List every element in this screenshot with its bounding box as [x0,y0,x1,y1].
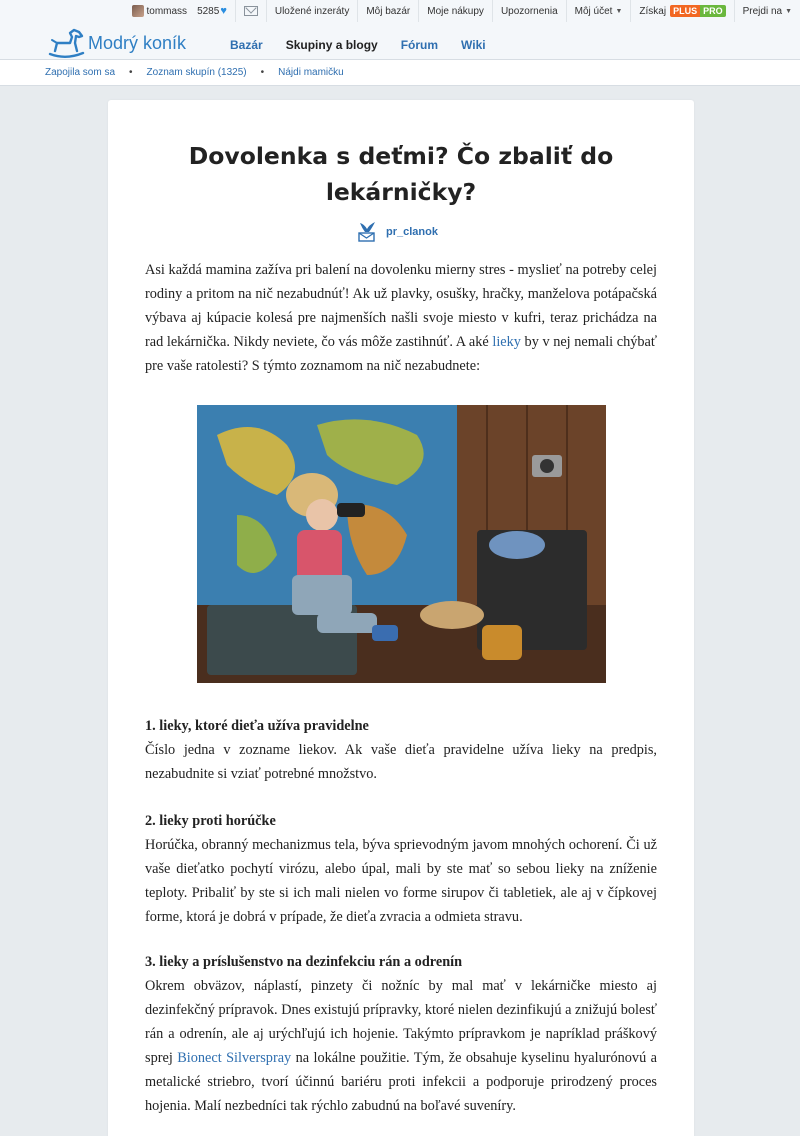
article-title [108,138,694,210]
sub-nav [0,60,800,86]
article-author[interactable] [356,220,438,244]
bionect-silverspray-link[interactable]: Bionect Silverspray [177,1050,292,1066]
article-photo [197,405,606,683]
section-3-text-start: Okrem obväzov, náplastí, pinzety či nožníc by mal mať v lekárničke miesto aj dezinfekčný prípravok. Dnes existujú prípravky, ktoré nielen dezinfikujú a znižujú bolesť rán a odrenín, ale aj urýchľujú ich hojenie. Takýmto prípravkom je napríklad práškový sprej [145,978,657,1066]
author-avatar-icon [356,220,380,244]
section-2-heading: 2. lieky proti horúčke [145,813,276,829]
user-points: 5285 [197,5,220,17]
user-toolbar [124,0,800,22]
lieky-link[interactable]: lieky [492,334,521,350]
separator-dot: • [129,67,133,78]
title-line-1: Dovolenka s deťmi? Čo zbaliť do [188,142,614,170]
section-2-text: Horúčka, obranný mechanizmus tela, býva sprievodným javom mnohých ochorení. Či už vaše dieťatko pochytí virózu, alebo úpal, mali by ste mať so sebou lieky na zníženie teploty. Pribaliť by ste si ich mali nielen vo forme sirupov či tabletiek, ale aj v čípkovej forme, ktorá je dobrá v prípade, že dieťa zvracia a odmieta stravu. [145,837,657,925]
subnav-find-mom[interactable]: Nájdi mamičku [278,67,344,78]
chevron-down-icon: ▼ [615,7,623,15]
site-logo[interactable] [46,27,186,59]
my-purchases-link[interactable]: Moje nákupy [418,0,492,22]
section-1-heading: 1. lieky, ktoré dieťa užíva pravidelne [145,718,369,734]
notifications-link[interactable]: Upozornenia [492,0,566,22]
heart-icon: ♥ [220,5,227,17]
avatar [132,5,144,17]
intro-text: Asi každá mamina zažíva pri balení na dovolenku mierny stres - myslieť na potreby celej rodiny a pritom na nič nezabudnúť! Ak už plavky, osušky, hračky, manželova potápačská výbava aj kúpacie kolesá pre najmenších našli svoje miesto v kufri, teraz prichádza na rad lekárnička. Nikdy neviete, čo vás môže zastihnúť. A aké [145,262,657,350]
username: tommass [146,5,188,17]
get-plus-pro-link[interactable] [630,0,733,22]
messages-button[interactable] [235,0,266,22]
go-to-label: Prejdi na [742,5,783,17]
get-label: Získaj [639,5,667,17]
subnav-joined[interactable]: Zapojila som sa [45,67,116,78]
section-1 [145,714,657,786]
my-account-menu[interactable] [566,0,631,22]
logo-text: Modrý koník [88,32,187,53]
rocking-horse-icon [46,27,86,59]
go-to-menu[interactable] [734,0,800,22]
chevron-down-icon: ▼ [785,7,792,15]
user-profile-link[interactable] [124,0,235,22]
title-line-2: lekárničky? [325,178,477,206]
section-3-text [145,974,657,1118]
mail-icon [244,6,258,16]
article-intro [145,258,657,378]
saved-ads-link[interactable]: Uložené inzeráty [266,0,357,22]
plus-badge: PLUS [670,5,700,17]
pro-badge: PRO [700,5,726,17]
my-account-label: Môj účet [574,5,613,17]
main-nav [230,38,509,52]
section-3-text-end: na lokálne použitie. Tým, že obsahuje kyselinu hyalurónovú a metalické striebro, tvorí účinnú bariéru proti infekcii a podporuje prirodzený proces hojenia. Malí nezbedníci tak rýchlo zabudnú na boľavé suveníry. [145,1050,657,1114]
author-name: pr_clanok [386,226,438,238]
travel-photo-image [197,405,606,683]
site-header [0,0,800,60]
intro-text-end: by v nej nemali chýbať pre vaše ratolesti? S týmto zoznamom na nič nezabudnete: [145,334,657,374]
section-3-heading: 3. lieky a príslušenstvo na dezinfekciu rán a odrenín [145,954,463,970]
article-card [108,100,694,1136]
section-2 [145,809,657,929]
nav-bazar[interactable]: Bazár [230,38,263,52]
section-1-text: Číslo jedna v zozname liekov. Ak vaše dieťa pravidelne užíva lieky na predpis, nezabudnite si vziať potrebné množstvo. [145,742,657,782]
subnav-group-list[interactable]: Zoznam skupín (1325) [146,67,247,78]
nav-forum[interactable]: Fórum [400,38,439,52]
separator-dot: • [260,67,265,78]
my-bazaar-link[interactable]: Môj bazár [357,0,418,22]
nav-groups-blogs[interactable]: Skupiny a blogy [285,38,378,52]
nav-wiki[interactable]: Wiki [461,38,486,52]
section-3 [145,950,657,1118]
